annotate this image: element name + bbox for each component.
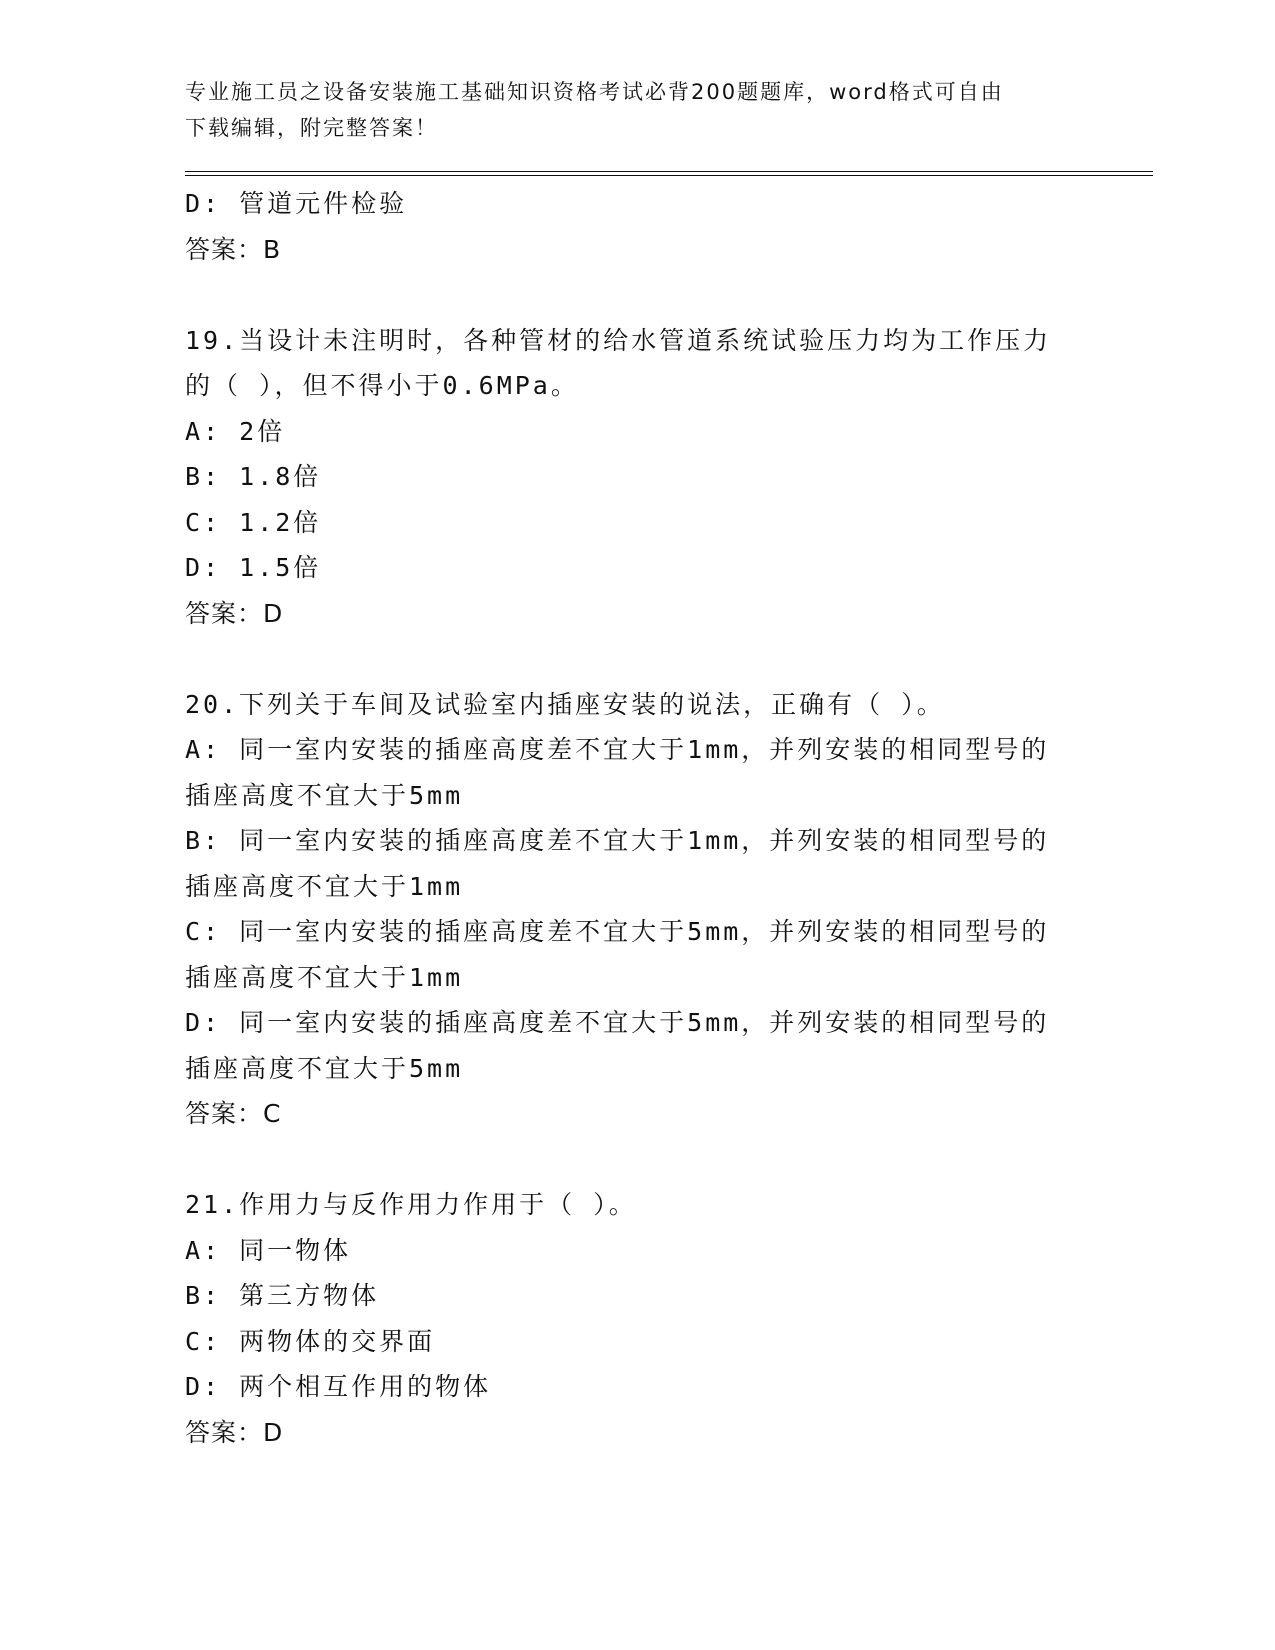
page-header — [185, 74, 1085, 146]
question-20-option-a-line-1: A: 同一室内安装的插座高度差不宜大于1mm，并列安装的相同型号的 — [185, 735, 1050, 764]
question-21-option-b: B: 第三方物体 — [185, 1281, 380, 1310]
question-20-option-a-line-2: 插座高度不宜大于5mm — [185, 780, 464, 810]
question-20-option-c-line-1: C: 同一室内安装的插座高度差不宜大于5mm，并列安装的相同型号的 — [185, 917, 1050, 946]
question-20-option-d-line-1: D: 同一室内安装的插座高度差不宜大于5mm，并列安装的相同型号的 — [185, 1008, 1050, 1037]
question-19-stem-line-2: 的（ ），但不得小于0.6MPa。 — [185, 371, 579, 400]
question-21-stem: 21.作用力与反作用力作用于（ ）。 — [185, 1190, 637, 1219]
question-19-stem-line-1: 19.当设计未注明时，各种管材的给水管道系统试验压力均为工作压力 — [185, 325, 1052, 355]
header-title-line-1: 专业施工员之设备安装施工基础知识资格考试必背200题题库，word格式可自由 — [185, 80, 1004, 104]
spacer — [185, 636, 1085, 682]
prev-answer: 答案：B — [185, 234, 282, 264]
question-19-option-d: D: 1.5倍 — [185, 553, 322, 582]
question-20 — [185, 682, 1085, 1137]
header-rule-bottom — [185, 175, 1153, 176]
question-21-option-d: D: 两个相互作用的物体 — [185, 1372, 492, 1401]
header-title-line-2: 下载编辑，附完整答案！ — [185, 116, 438, 140]
header-rule-top — [185, 171, 1153, 172]
question-20-option-d-line-2: 插座高度不宜大于5mm — [185, 1053, 464, 1083]
question-20-option-c-line-2: 插座高度不宜大于1mm — [185, 962, 464, 992]
spacer — [185, 1137, 1085, 1183]
question-21-option-a: A: 同一物体 — [185, 1235, 352, 1265]
question-20-option-b-line-1: B: 同一室内安装的插座高度差不宜大于1mm，并列安装的相同型号的 — [185, 826, 1050, 855]
question-content — [185, 181, 1085, 1455]
question-19-option-b: B: 1.8倍 — [185, 462, 322, 491]
question-21-answer: 答案：D — [185, 1417, 284, 1447]
question-20-stem: 20.下列关于车间及试验室内插座安装的说法，正确有（ ）。 — [185, 689, 945, 719]
question-21 — [185, 1182, 1085, 1455]
question-20-option-b-line-2: 插座高度不宜大于1mm — [185, 871, 464, 901]
spacer — [185, 272, 1085, 318]
question-21-option-c: C: 两物体的交界面 — [185, 1326, 436, 1356]
question-19-option-a: A: 2倍 — [185, 416, 286, 446]
question-20-answer: 答案：C — [185, 1099, 282, 1128]
question-19-option-c: C: 1.2倍 — [185, 507, 322, 537]
prev-option-d: D: 管道元件检验 — [185, 189, 408, 218]
question-19-answer: 答案：D — [185, 598, 284, 628]
question-19 — [185, 318, 1085, 637]
